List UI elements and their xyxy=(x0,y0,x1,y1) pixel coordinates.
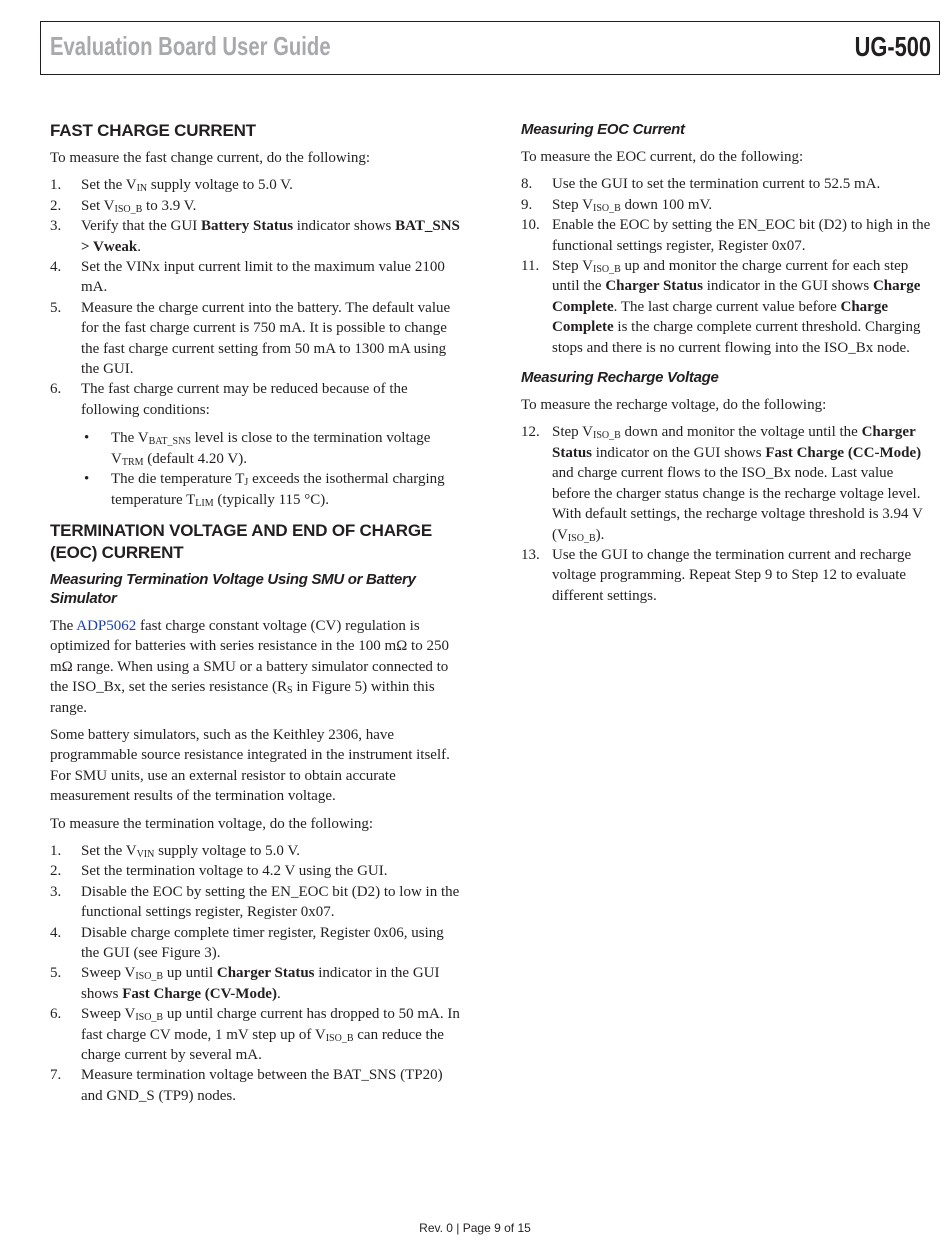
list-item: 5. Measure the charge current into the battery. The default value for the fast charge current is 750 mA. It is possible to change the fast charge current setting from 50 mA to 1300 mA using the GUI. xyxy=(50,299,451,378)
heading-measuring-eoc: Measuring EOC Current xyxy=(521,121,685,138)
heading-measuring-recharge: Measuring Recharge Voltage xyxy=(521,369,719,387)
list-item: 7. Measure termination voltage between the BAT_SNS (TP20) and GND_S (TP9) nodes. xyxy=(50,1067,443,1104)
paragraph: Some battery simulators, such as the Keithley 2306, have programmable source resistance integrated in the instrument itself. For SMU units, use an external resistor to obtain accurate measurement results of the termination voltage. xyxy=(50,726,450,805)
fast-charge-intro: To measure the fast change current, do the following: xyxy=(50,150,371,166)
list-item: 8. Use the GUI to set the termination current to 52.5 mA. xyxy=(521,176,881,193)
list-item: 6. The fast charge current may be reduced because of the following conditions: xyxy=(50,381,408,418)
paragraph: The ADP5062 fast charge constant voltage (CV) regulation is optimized for batteries with series resistance in the 100 mΩ to 250 mΩ range. When using a SMU or a battery simulator connected to the ISO_Bx, set the series resistance ($R_S$ in Figure 5) within this range. xyxy=(50,617,449,716)
list-item: 12. Step $V_{ISO\_B}$ down and monitor the voltage until the Charger Status indicator on the GUI shows Fast Charge (CC-Mode) and charge current flows to the ISO_Bx node. Last value before the charger status change is the recharge voltage level. With default settings, the recharge voltage threshold is 3.94 V $(V_{ISO\_B})$. xyxy=(521,424,923,544)
list-item: 11. Step $V_{ISO\_B}$ up and monitor the charge current for each step until the Charger Status indicator in the GUI shows Charge Complete. The last charge current value before Charge Complete is the charge complete current threshold. Charging stops and there is no current flowing into the ISO_Bx node. xyxy=(521,258,921,356)
list-item: 5. Sweep $V_{ISO\_B}$ up until Charger Status indicator in the GUI shows Fast Charge (CV-Mode). xyxy=(50,965,440,1002)
list-item: 10. Enable the EOC by setting the EN_EOC bit (D2) to high in the functional settings register, Register 0x07. xyxy=(521,217,931,254)
fast-charge-steps xyxy=(50,175,462,420)
right-column xyxy=(521,116,933,612)
reduction-conditions xyxy=(50,428,462,510)
termination-steps xyxy=(50,841,462,1106)
list-item: 4. Set the VINx input current limit to the maximum value 2100 mA. xyxy=(50,259,445,296)
guide-title: Evaluation Board User Guide xyxy=(50,31,331,61)
list-item: 4. Disable charge complete timer register, Register 0x06, using the GUI (see Figure 3). xyxy=(50,924,444,961)
list-item: 6. Sweep $V_{ISO\_B}$ up until charge current has dropped to 50 mA. In fast charge CV mode, 1 mV step up of $V_{ISO\_B}$ can reduce the charge current by several mA. xyxy=(50,1006,460,1064)
adp5062-link[interactable]: ADP5062 xyxy=(76,617,137,634)
list-item: 13. Use the GUI to change the termination current and recharge voltage programming. Repeat Step 9 to Step 12 to evaluate different settings. xyxy=(521,546,912,604)
document-id: UG-500 xyxy=(854,31,931,62)
termination-intro: To measure the termination voltage, do the following: xyxy=(50,815,374,832)
recharge-intro: To measure the recharge voltage, do the following: xyxy=(521,397,827,414)
page-footer: Rev. 0 | Page 9 of 15 xyxy=(419,1221,531,1235)
heading-smu-measurement: Measuring Termination Voltage Using SMU or Battery Simulator xyxy=(50,570,416,607)
list-item: • The $V_{BAT\_SNS}$ level is close to the termination voltage $V_{TRM}$ (default 4.20 V). xyxy=(84,430,431,468)
recharge-steps xyxy=(521,422,933,606)
list-item: 1. Set the $V_{VIN}$ supply voltage to 5.0 V. xyxy=(50,842,301,860)
list-item: 2. Set the termination voltage to 4.2 V using the GUI. xyxy=(50,863,388,880)
list-item: 9. Step $V_{ISO\_B}$ down 100 mV. xyxy=(521,196,713,214)
heading-fast-charge-current: FAST CHARGE CURRENT xyxy=(50,121,256,140)
list-item: • The die temperature $T_J$ exceeds the isothermal charging temperature $T_{LIM}$ (typically 115 °C). xyxy=(84,471,445,509)
eoc-intro: To measure the EOC current, do the following: xyxy=(521,149,804,165)
list-item: 2. Set $V_{ISO\_B}$ to 3.9 V. xyxy=(50,197,197,215)
eoc-steps xyxy=(521,174,933,358)
list-item: 1. Set the $V_{IN}$ supply voltage to 5.0 V. xyxy=(50,177,293,195)
list-item: 3. Verify that the GUI Battery Status indicator shows BAT_SNS > Vweak. xyxy=(50,218,460,255)
left-column xyxy=(50,116,462,1112)
page-header xyxy=(40,21,940,75)
heading-termination-voltage: TERMINATION VOLTAGE AND END OF CHARGE (EOC) CURRENT xyxy=(50,520,433,562)
list-item: 3. Disable the EOC by setting the EN_EOC bit (D2) to low in the functional settings register, Register 0x07. xyxy=(50,883,460,921)
